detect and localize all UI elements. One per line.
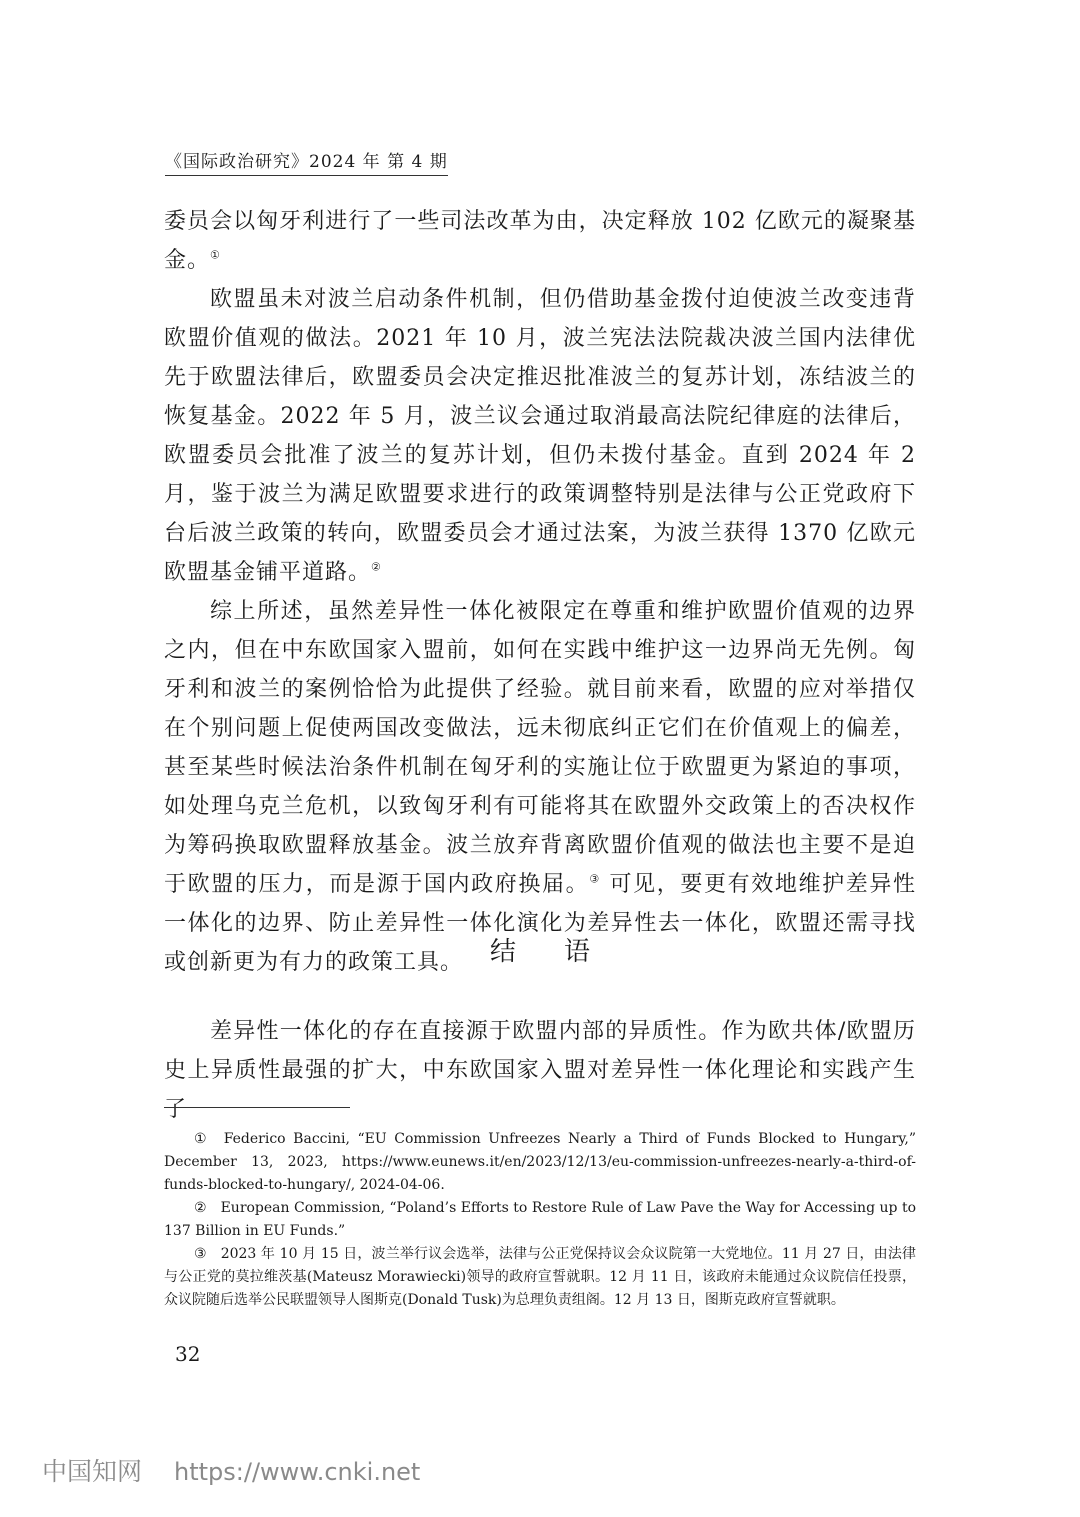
paragraph-conclusion: 差异性一体化的存在直接源于欧盟内部的异质性。作为欧共体/欧盟历史上异质性最强的扩大，中东欧国家入盟对差异性一体化理论和实践产生了	[164, 1019, 916, 1122]
footnote-ref-1[interactable]: ①	[210, 248, 221, 262]
footnote-3	[164, 1243, 916, 1312]
page-number: 32	[175, 1342, 201, 1366]
conclusion-text	[164, 1012, 916, 1129]
footnote-1	[164, 1128, 916, 1197]
footnote-2	[164, 1197, 916, 1243]
cnki-watermark	[42, 1452, 420, 1488]
paragraph-text: 委员会以匈牙利进行了一些司法改革为由，决定释放 102 亿欧元的凝聚基金。	[164, 209, 916, 273]
paragraph-text: 综上所述，虽然差异性一体化被限定在尊重和维护欧盟价值观的边界之内，但在中东欧国家入盟前，如何在实践中维护这一边界尚无先例。匈牙利和波兰的案例恰恰为此提供了经验。就目前来看，欧盟的应对举措仅在个别问题上促使两国改变做法，远未彻底纠正它们在价值观上的偏差，甚至某些时候法治条件机制在匈牙利的实施让位于欧盟更为紧迫的事项，如处理乌克兰危机，以致匈牙利有可能将其在欧盟外交政策上的否决权作为筹码换取欧盟释放基金。波兰放弃背离欧盟价值观的做法也主要不是迫于欧盟的压力，而是源于国内政府换届。	[164, 599, 916, 897]
footnote-ref-3[interactable]: ③	[589, 872, 601, 886]
footnote-marker: ①	[194, 1131, 210, 1147]
footnote-divider	[164, 1107, 350, 1108]
watermark-url[interactable]: https://www.cnki.net	[174, 1458, 421, 1486]
main-text	[164, 202, 916, 982]
paragraph-summary	[164, 592, 916, 982]
running-header: 《国际政治研究》2024 年 第 4 期	[165, 150, 448, 176]
section-heading: 结语	[489, 937, 638, 967]
footnote-marker: ②	[194, 1200, 207, 1216]
footnote-marker: ③	[194, 1246, 207, 1262]
footnotes	[164, 1128, 916, 1312]
footnote-ref-2[interactable]: ②	[371, 560, 382, 574]
paragraph-text: 可见，要更有效地维护差异性一体化的边界、防止差异性一体化演化为差异性去一体化，欧盟还需寻找或创新更为有力的政策工具。	[164, 872, 916, 975]
paragraph-poland	[164, 280, 916, 592]
footnote-text: Federico Baccini, “EU Commission Unfreezes Nearly a Third of Funds Blocked to Hungary,” December 13, 2023, https://www.eunews.it/en/2023/12/13/eu-commission-unfreezes-nearly-a-third-of-funds-blocked-to-hungary/, 2024-04-06.	[164, 1131, 916, 1193]
watermark-brand: 中国知网	[42, 1457, 143, 1486]
paragraph-continued	[164, 202, 916, 280]
footnote-text: 2023 年 10 月 15 日，波兰举行议会选举，法律与公正党保持议会众议院第一大党地位。11 月 27 日，由法律与公正党的莫拉维茨基(Mateusz Morawiecki)领导的政府宣誓就职。12 月 11 日，该政府未能通过众议院信任投票，众议院随后选举公民联盟领导人图斯克(Donald Tusk)为总理负责组阁。12 月 13 日，图斯克政府宣誓就职。	[164, 1246, 916, 1308]
footnote-text: European Commission, “Poland’s Efforts to Restore Rule of Law Pave the Way for Accessing up to 137 Billion in EU Funds.”	[164, 1200, 916, 1239]
paragraph-text: 欧盟虽未对波兰启动条件机制，但仍借助基金拨付迫使波兰改变违背欧盟价值观的做法。2021 年 10 月，波兰宪法法院裁决波兰国内法律优先于欧盟法律后，欧盟委员会决定推迟批准波兰的复苏计划，冻结波兰的恢复基金。2022 年 5 月，波兰议会通过取消最高法院纪律庭的法律后，欧盟委员会批准了波兰的复苏计划，但仍未拨付基金。直到 2024 年 2 月，鉴于波兰为满足欧盟要求进行的政策调整特别是法律与公正党政府下台后波兰政策的转向，欧盟委员会才通过法案，为波兰获得 1370 亿欧元欧盟基金铺平道路。	[164, 287, 916, 585]
